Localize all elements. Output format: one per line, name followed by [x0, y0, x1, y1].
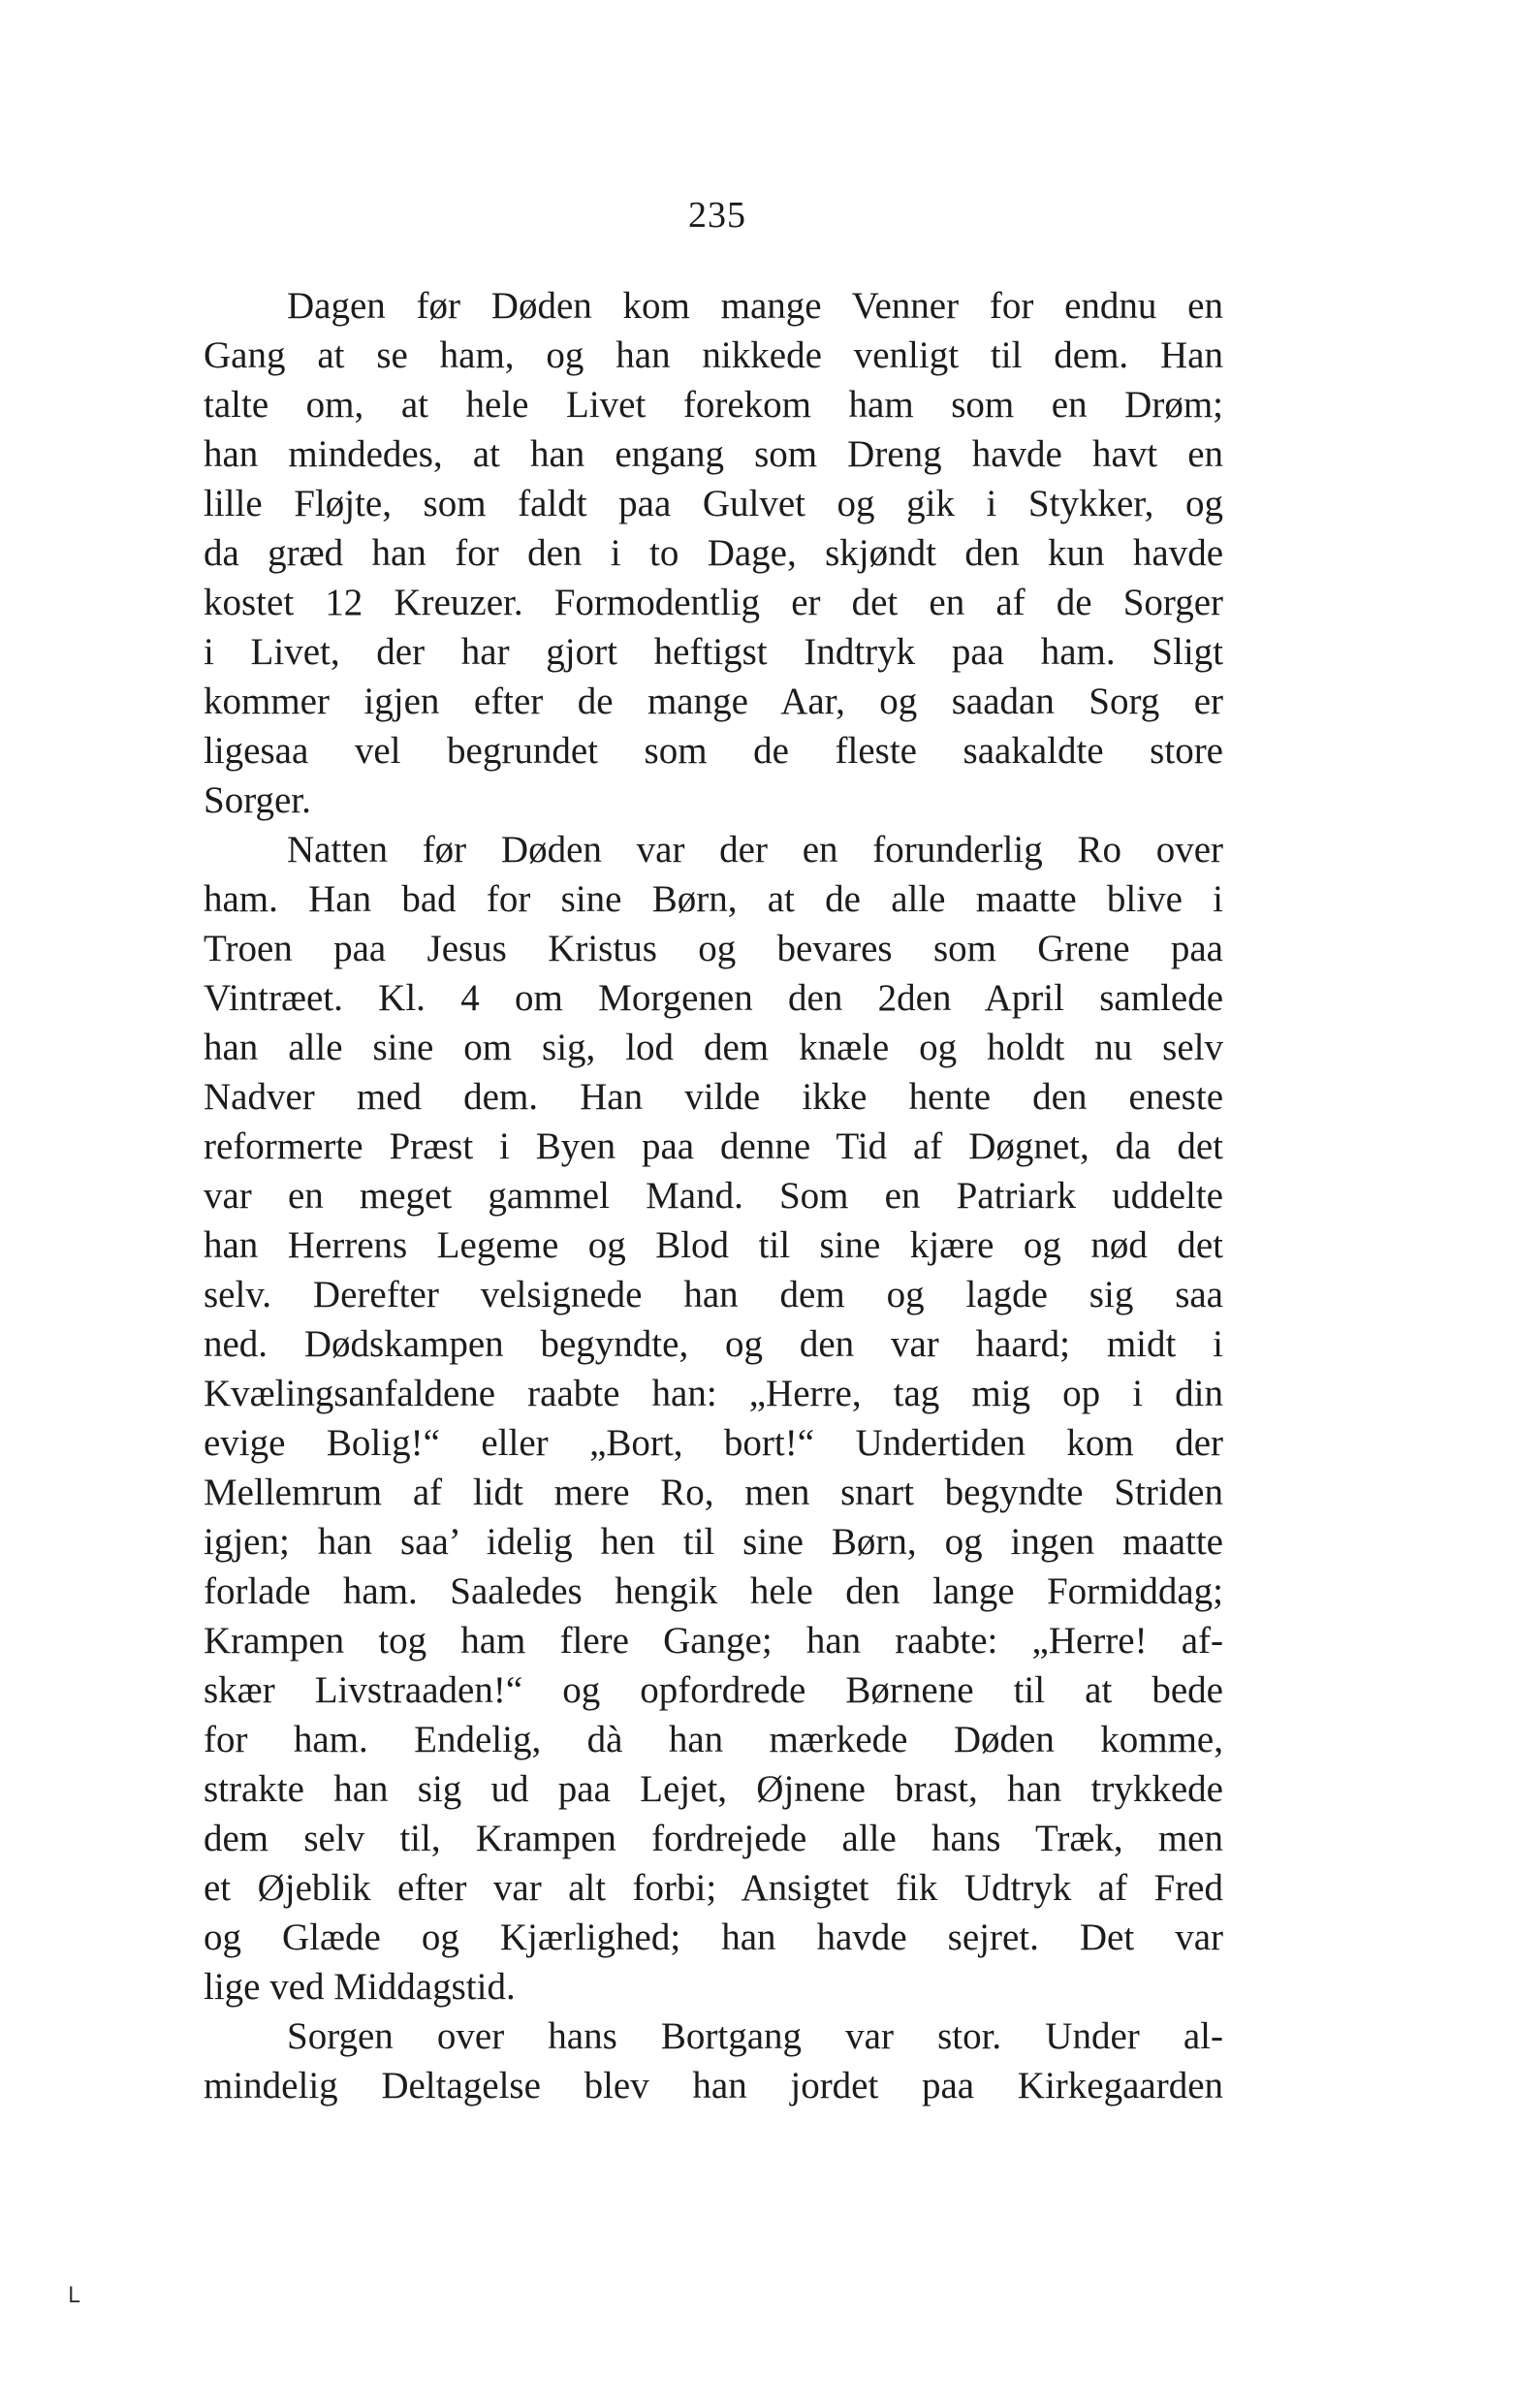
text-line: ligesaa vel begrundet som de fleste saakaldte store [204, 730, 1223, 772]
margin-mark: L [68, 2284, 80, 2308]
paragraph-3 [204, 2012, 1223, 2110]
text-line: Krampen tog ham flere Gange; han raabte: „Herre! af- [204, 1620, 1223, 1662]
text-line: skær Livstraaden!“ og opfordrede Børnene til at bede [204, 1669, 1223, 1711]
text-line: strakte han sig ud paa Lejet, Øjnene brast, han trykkede [204, 1768, 1223, 1810]
text-line: lille Fløjte, som faldt paa Gulvet og gik i Stykker, og [204, 483, 1223, 524]
text-line: talte om, at hele Livet forekom ham som en Drøm; [204, 384, 1223, 426]
text-line: reformerte Præst i Byen paa denne Tid af Døgnet, da det [204, 1125, 1223, 1167]
text-line: Vintræet. Kl. 4 om Morgenen den 2den April samlede [204, 977, 1223, 1019]
text-line: Gang at se ham, og han nikkede venligt til dem. Han [204, 334, 1223, 376]
text-line: da græd han for den i to Dage, skjøndt den kun havde [204, 532, 1223, 574]
text-line: Nadver med dem. Han vilde ikke hente den eneste [204, 1076, 1223, 1118]
text-line: Natten før Døden var der en forunderlig Ro over [287, 829, 1223, 871]
page-number: 235 [688, 195, 746, 236]
text-line: kostet 12 Kreuzer. Formodentlig er det en af de Sorger [204, 582, 1223, 623]
body-text [204, 281, 1223, 2110]
text-line: for ham. Endelig, dà han mærkede Døden komme, [204, 1719, 1223, 1760]
text-line: Kvælingsanfaldene raabte han: „Herre, tag mig op i din [204, 1373, 1223, 1414]
text-line: igjen; han saa’ idelig hen til sine Børn, og ingen maatte [204, 1521, 1223, 1563]
text-line: ned. Dødskampen begyndte, og den var haard; midt i [204, 1323, 1223, 1365]
text-line: han Herrens Legeme og Blod til sine kjære og nød det [204, 1224, 1223, 1266]
text-line: lige ved Middagstid. [204, 1966, 516, 2008]
text-line: Dagen før Døden kom mange Venner for endnu en [287, 285, 1223, 327]
text-line: evige Bolig!“ eller „Bort, bort!“ Undertiden kom der [204, 1422, 1223, 1464]
text-line: han alle sine om sig, lod dem knæle og holdt nu selv [204, 1027, 1223, 1068]
text-line: et Øjeblik efter var alt forbi; Ansigtet fik Udtryk af Fred [204, 1867, 1223, 1909]
text-line: var en meget gammel Mand. Som en Patriark uddelte [204, 1175, 1223, 1217]
text-line: og Glæde og Kjærlighed; han havde sejret. Det var [204, 1917, 1223, 1958]
text-line: ham. Han bad for sine Børn, at de alle maatte blive i [204, 878, 1223, 920]
text-line: Sorger. [204, 779, 311, 821]
text-line: dem selv til, Krampen fordrejede alle hans Træk, men [204, 1818, 1223, 1859]
text-line: kommer igjen efter de mange Aar, og saadan Sorg er [204, 681, 1223, 722]
text-line: i Livet, der har gjort heftigst Indtryk paa ham. Sligt [204, 631, 1223, 673]
text-line: mindelig Deltagelse blev han jordet paa Kirkegaarden [204, 2065, 1223, 2107]
text-line: Sorgen over hans Bortgang var stor. Under al- [287, 2015, 1223, 2057]
paragraph-1 [204, 281, 1223, 825]
text-line: forlade ham. Saaledes hengik hele den lange Formiddag; [204, 1570, 1223, 1612]
text-line: selv. Derefter velsignede han dem og lagde sig saa [204, 1274, 1223, 1315]
text-line: han mindedes, at han engang som Dreng havde havt en [204, 433, 1223, 475]
paragraph-2 [204, 825, 1223, 2012]
text-line: Mellemrum af lidt mere Ro, men snart begyndte Striden [204, 1472, 1223, 1513]
text-line: Troen paa Jesus Kristus og bevares som Grene paa [204, 928, 1223, 969]
